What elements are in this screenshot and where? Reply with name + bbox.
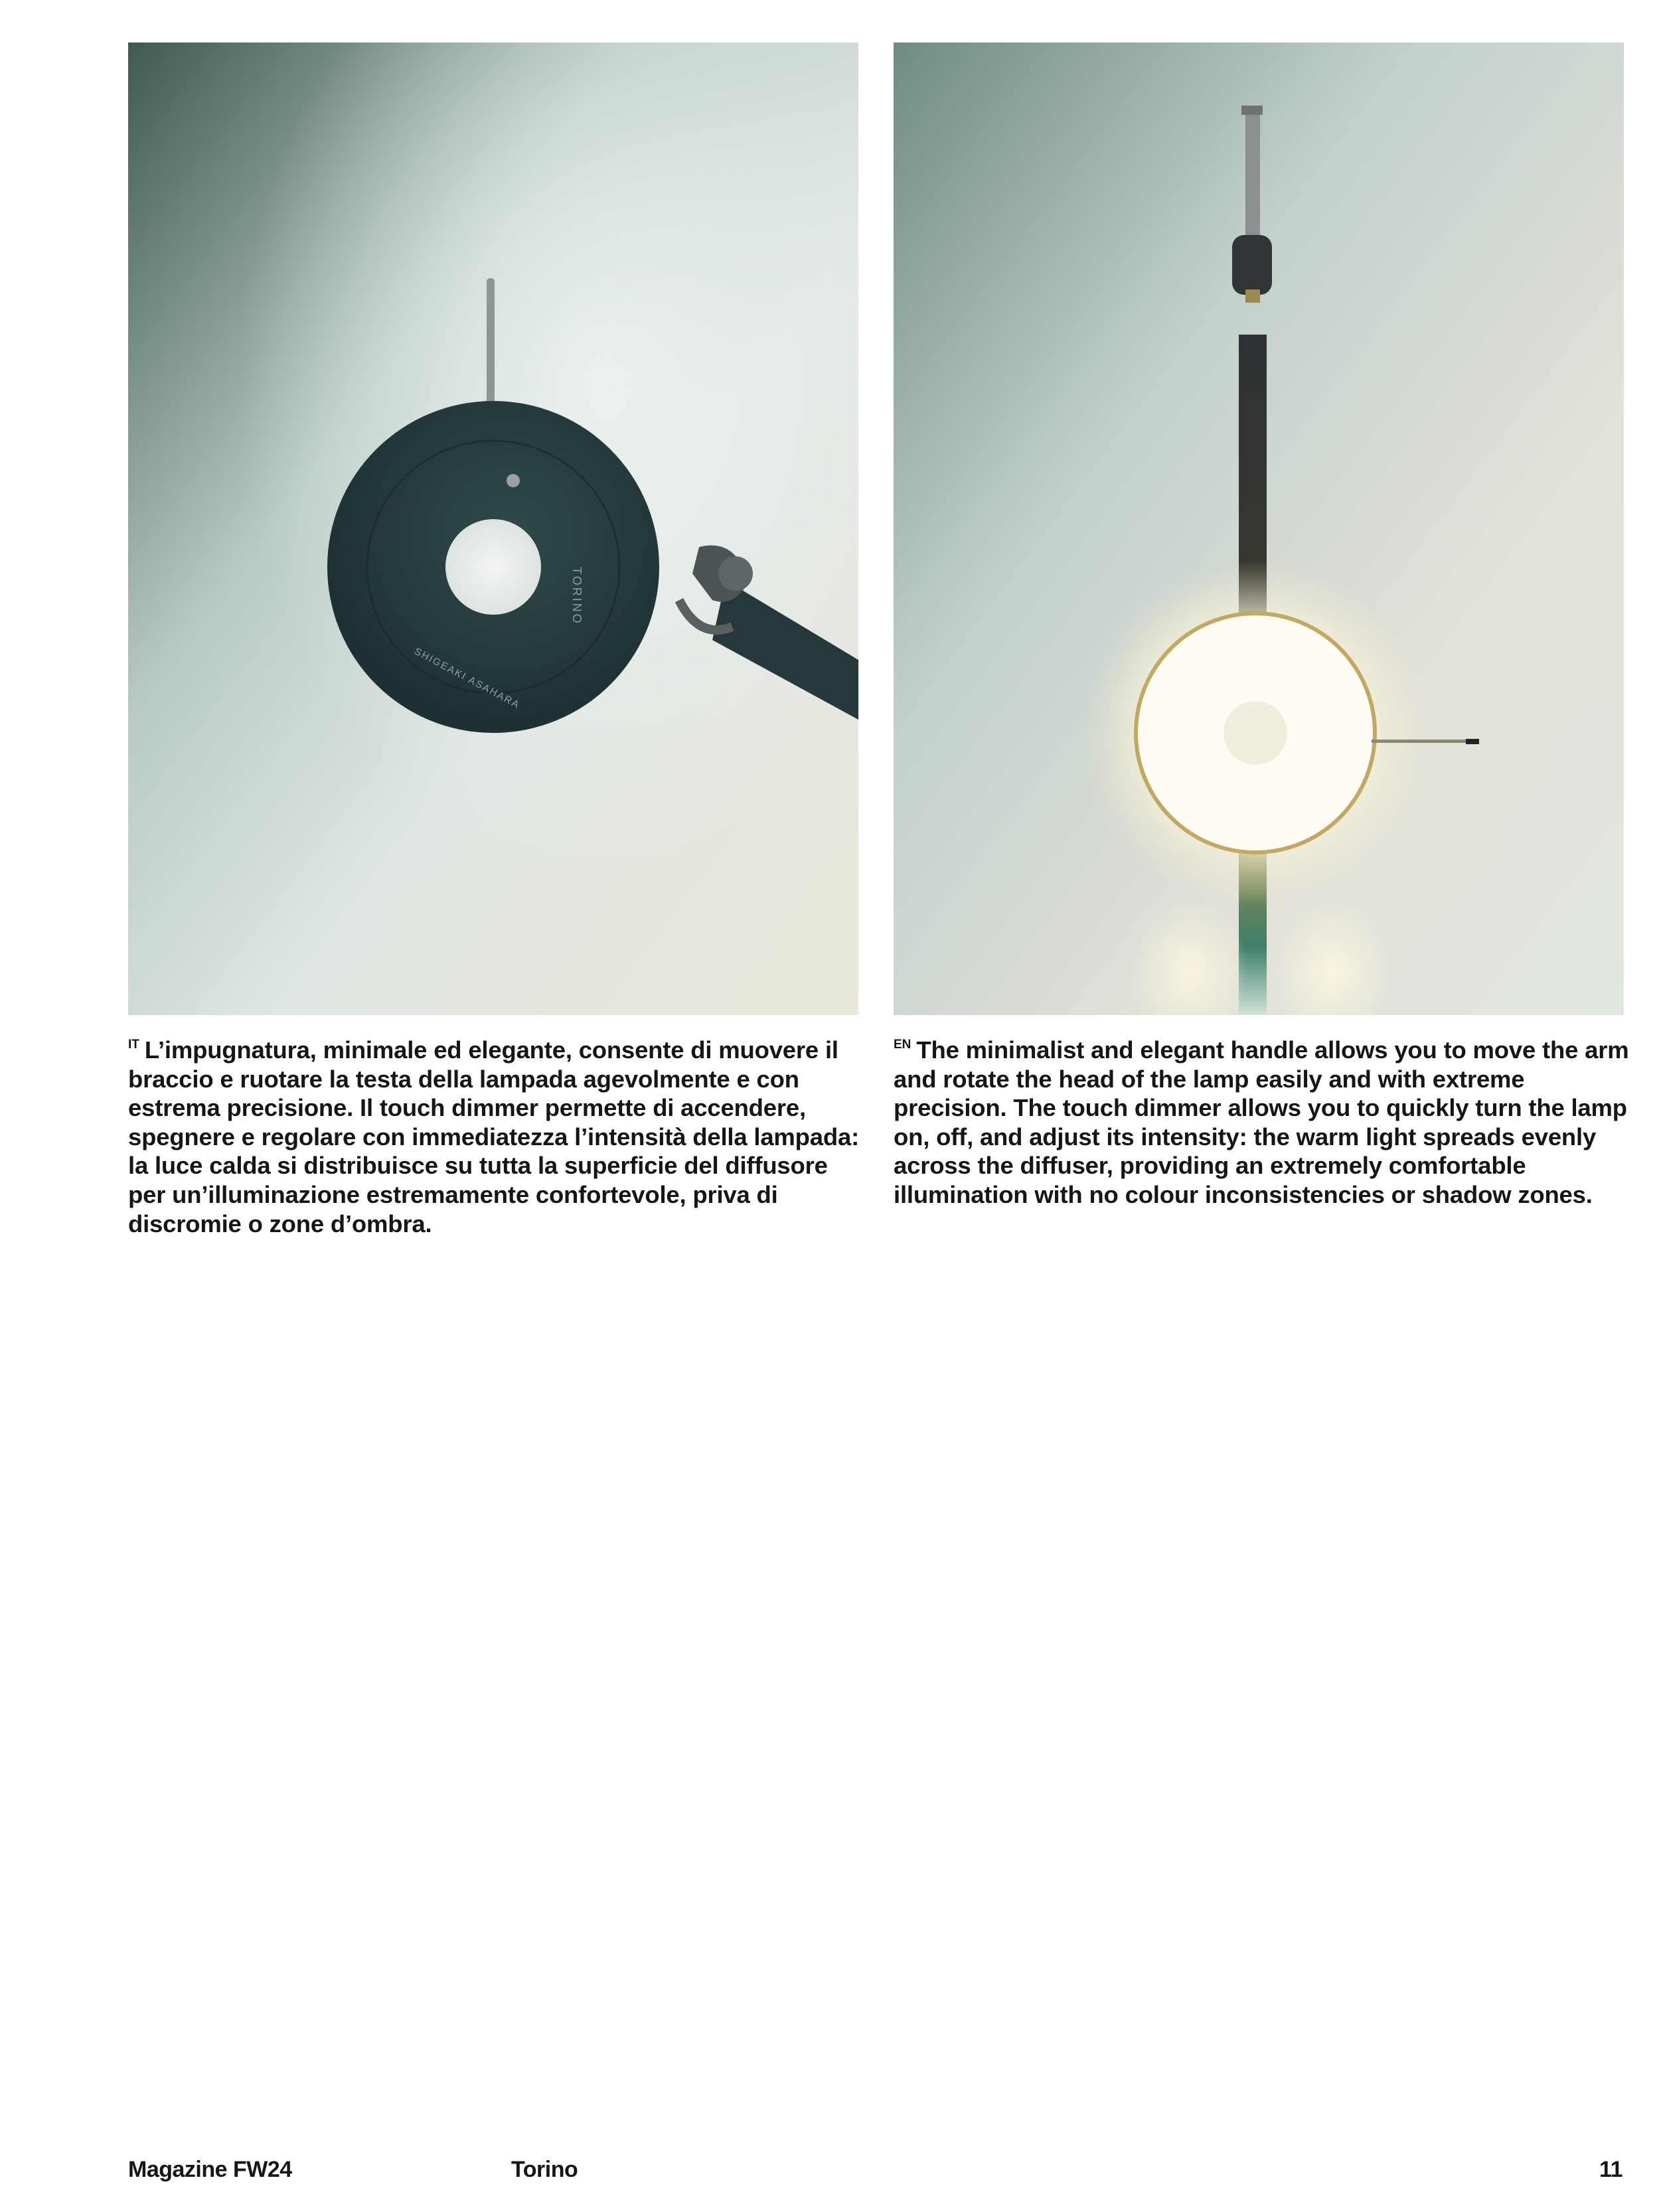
language-tag-it: IT bbox=[128, 1038, 139, 1052]
caption-italian-text: L’impugnatura, minimale ed elegante, consente di muovere il braccio e ruotare la testa della lampada agevolmente e con estrema precisione. Il touch dimmer permette di accendere, spegnere e regolare con immediatezza l’intensità della lampada: la luce calda si distribuisce su tutta la superficie del diffusore per un’illuminazione estremamente confortevole, priva di discromie o zone d’ombra. bbox=[128, 1036, 860, 1237]
caption-english-text: The minimalist and elegant handle allows you to move the arm and rotate the head of the lamp easily and with extreme precision. The touch dimmer allows you to quickly turn the lamp on, off, and adjust its intensity: the warm light spreads evenly across the diffuser, providing an extremely comfortable illumination with no colour inconsistencies or shadow zones. bbox=[894, 1036, 1629, 1208]
lamp-brand-lettering: SHIGEAKI ASAHARA bbox=[412, 645, 522, 712]
footer-section-title: Torino bbox=[511, 2157, 578, 2182]
language-tag-en: EN bbox=[894, 1038, 911, 1052]
page-number: 11 bbox=[1599, 2157, 1622, 2182]
footer-magazine-title: Magazine FW24 bbox=[128, 2157, 292, 2182]
caption-italian bbox=[128, 1030, 865, 1238]
lamp-model-lettering: TORINO bbox=[570, 567, 584, 625]
caption-english bbox=[894, 1030, 1630, 1210]
photo-lamp-head bbox=[128, 42, 858, 1015]
photo-lamp-lit bbox=[894, 42, 1624, 1015]
